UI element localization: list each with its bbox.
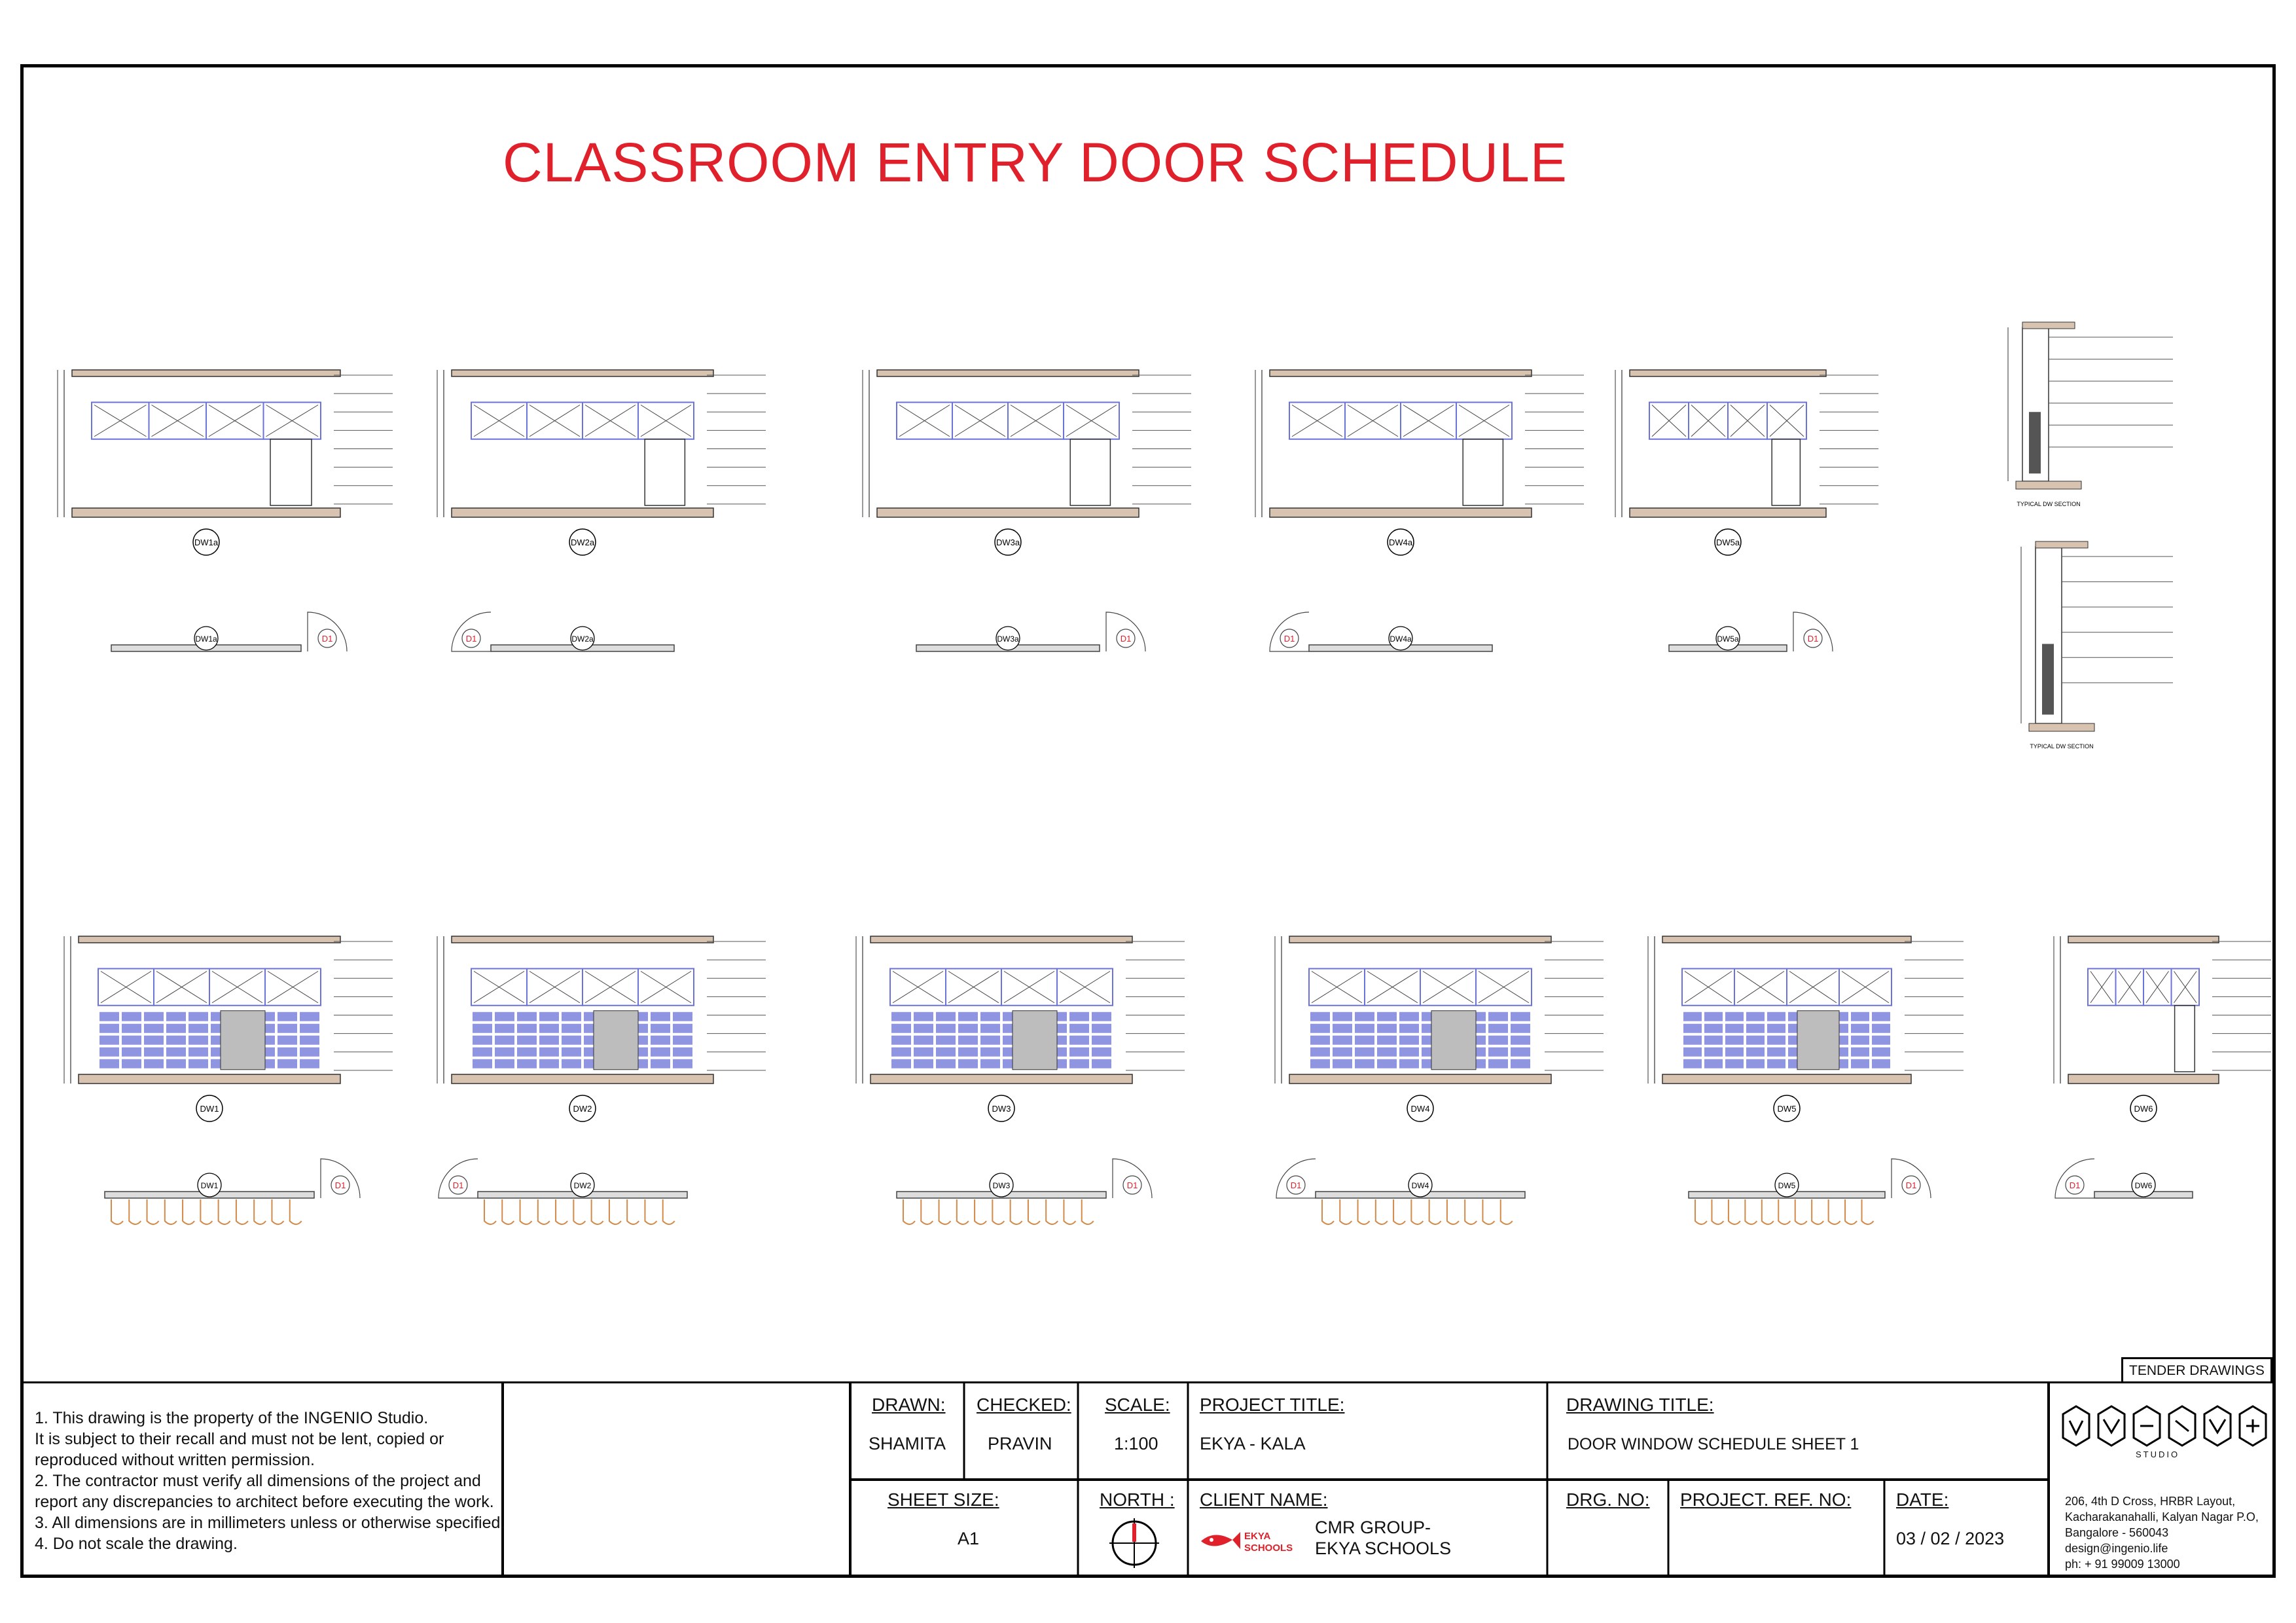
address-line: Kacharakanahalli, Kalyan Nagar P.O, bbox=[2065, 1510, 2259, 1523]
plan-tag: DW1 bbox=[200, 1181, 219, 1190]
door-window-elevation bbox=[1648, 936, 1964, 1122]
door-window-plan bbox=[452, 612, 674, 651]
door-tag: D1 bbox=[1290, 1180, 1302, 1190]
plan-tag: DW1a bbox=[195, 634, 217, 644]
door-window-elevation bbox=[1255, 370, 1584, 555]
note-line: 2. The contractor must verify all dimensions of the project and bbox=[35, 1472, 481, 1490]
north-label: NORTH : bbox=[1100, 1489, 1175, 1510]
door-window-plan bbox=[105, 1159, 360, 1224]
address-line: Bangalore - 560043 bbox=[2065, 1526, 2169, 1539]
section-label: TYPICAL DW SECTION bbox=[2030, 743, 2094, 750]
door-window-elevation bbox=[437, 936, 766, 1122]
sheet-size-value: A1 bbox=[958, 1529, 980, 1548]
typical-section bbox=[2008, 322, 2173, 507]
note-line: 3. All dimensions are in millimeters unless or otherwise specified. bbox=[35, 1514, 505, 1532]
studio-address bbox=[2065, 1493, 2259, 1572]
sheet-size-label: SHEET SIZE: bbox=[888, 1489, 999, 1510]
note-line: report any discrepancies to architect before executing the work. bbox=[35, 1493, 494, 1511]
door-window-plan bbox=[916, 612, 1145, 651]
door-window-elevation bbox=[64, 936, 393, 1122]
door-tag: D1 bbox=[321, 634, 333, 644]
door-window-elevation bbox=[1615, 370, 1878, 555]
elevation-tag: DW5a bbox=[1715, 538, 1740, 547]
door-window-plan bbox=[2055, 1159, 2193, 1198]
client-logo-icon bbox=[1198, 1525, 1306, 1557]
client-name-line2: EKYA SCHOOLS bbox=[1315, 1539, 1452, 1558]
door-tag: D1 bbox=[452, 1180, 464, 1190]
address-line: design@ingenio.life bbox=[2065, 1542, 2168, 1555]
project-title-label: PROJECT TITLE: bbox=[1200, 1395, 1345, 1415]
door-tag: D1 bbox=[1126, 1180, 1138, 1190]
plan-tag: DW4 bbox=[1411, 1181, 1429, 1190]
client-name-line1: CMR GROUP- bbox=[1315, 1518, 1431, 1537]
plan-tag: DW3 bbox=[992, 1181, 1011, 1190]
elevation-tag: DW3a bbox=[996, 538, 1020, 547]
checked-label: CHECKED: bbox=[977, 1395, 1071, 1415]
client-name-label: CLIENT NAME: bbox=[1200, 1489, 1328, 1510]
plan-tag: DW5a bbox=[1717, 634, 1739, 644]
project-title-value: EKYA - KALA bbox=[1200, 1434, 1306, 1453]
door-tag: D1 bbox=[465, 634, 477, 644]
door-window-plan bbox=[439, 1159, 687, 1224]
door-window-elevation bbox=[1275, 936, 1604, 1122]
drawn-value: SHAMITA bbox=[869, 1434, 946, 1453]
general-notes bbox=[35, 1408, 505, 1554]
title-block bbox=[20, 1381, 2276, 1578]
page-title: CLASSROOM ENTRY DOOR SCHEDULE bbox=[503, 132, 1568, 193]
elevation-tag: DW6 bbox=[2134, 1104, 2153, 1114]
elevation-tag: DW2 bbox=[573, 1104, 592, 1114]
studio-logo-icon bbox=[2060, 1401, 2267, 1453]
plan-tag: DW2a bbox=[571, 634, 594, 644]
elevation-tag: DW2a bbox=[570, 538, 595, 547]
studio-subtitle: STUDIO bbox=[2136, 1450, 2180, 1459]
door-window-plan bbox=[1689, 1159, 1931, 1224]
door-tag: D1 bbox=[2069, 1180, 2081, 1190]
note-line: reproduced without written permission. bbox=[35, 1451, 315, 1469]
door-tag: D1 bbox=[1120, 634, 1132, 644]
elevation-tag: DW4 bbox=[1410, 1104, 1430, 1114]
elevation-tag: DW1a bbox=[194, 538, 219, 547]
plan-tag: DW2 bbox=[573, 1181, 592, 1190]
elevation-tag: DW5 bbox=[1777, 1104, 1797, 1114]
north-arrow-icon bbox=[1108, 1517, 1160, 1569]
door-tag: D1 bbox=[1283, 634, 1295, 644]
elevation-tag: DW3 bbox=[992, 1104, 1011, 1114]
door-tag: D1 bbox=[1807, 634, 1819, 644]
elevation-tag: DW1 bbox=[200, 1104, 219, 1114]
address-line: 206, 4th D Cross, HRBR Layout, bbox=[2065, 1495, 2236, 1508]
address-line: ph: + 91 99009 13000 bbox=[2065, 1558, 2180, 1571]
note-line: 4. Do not scale the drawing. bbox=[35, 1535, 238, 1553]
svg-text:EKYA: EKYA bbox=[1244, 1531, 1271, 1542]
scale-value: 1:100 bbox=[1114, 1434, 1158, 1453]
door-window-elevation bbox=[856, 936, 1185, 1122]
plan-tag: DW4a bbox=[1390, 634, 1412, 644]
date-label: DATE: bbox=[1896, 1489, 1949, 1510]
plan-tag: DW3a bbox=[997, 634, 1019, 644]
svg-text:SCHOOLS: SCHOOLS bbox=[1244, 1542, 1293, 1554]
drawing-title-value: DOOR WINDOW SCHEDULE SHEET 1 bbox=[1568, 1435, 1859, 1453]
door-window-plan bbox=[111, 612, 347, 651]
checked-value: PRAVIN bbox=[988, 1434, 1052, 1453]
door-window-elevation bbox=[437, 370, 766, 555]
plan-tag: DW6 bbox=[2134, 1181, 2153, 1190]
drawing-title-label: DRAWING TITLE: bbox=[1566, 1395, 1714, 1415]
drawn-label: DRAWN: bbox=[872, 1395, 946, 1415]
elevation-tag: DW4a bbox=[1388, 538, 1413, 547]
door-window-plan bbox=[897, 1159, 1152, 1224]
plan-tag: DW5 bbox=[1778, 1181, 1796, 1190]
door-tag: D1 bbox=[1905, 1180, 1917, 1190]
door-window-elevation bbox=[58, 370, 393, 555]
note-line: 1. This drawing is the property of the INGENIO Studio. bbox=[35, 1409, 429, 1427]
date-value: 03 / 02 / 2023 bbox=[1896, 1529, 2005, 1548]
tender-stamp: TENDER DRAWINGS bbox=[2121, 1357, 2272, 1382]
project-ref-label: PROJECT. REF. NO: bbox=[1680, 1489, 1852, 1510]
drawing-number-label: DRG. NO: bbox=[1566, 1489, 1650, 1510]
door-tag: D1 bbox=[334, 1180, 346, 1190]
door-window-elevation bbox=[863, 370, 1191, 555]
door-window-plan bbox=[1276, 1159, 1525, 1224]
door-window-plan bbox=[1270, 612, 1492, 651]
typical-section bbox=[2021, 541, 2173, 750]
scale-label: SCALE: bbox=[1105, 1395, 1170, 1415]
section-label: TYPICAL DW SECTION bbox=[2017, 501, 2081, 507]
door-window-elevation bbox=[2054, 936, 2271, 1122]
note-line: It is subject to their recall and must not be lent, copied or bbox=[35, 1430, 444, 1448]
door-window-plan bbox=[1669, 612, 1833, 651]
